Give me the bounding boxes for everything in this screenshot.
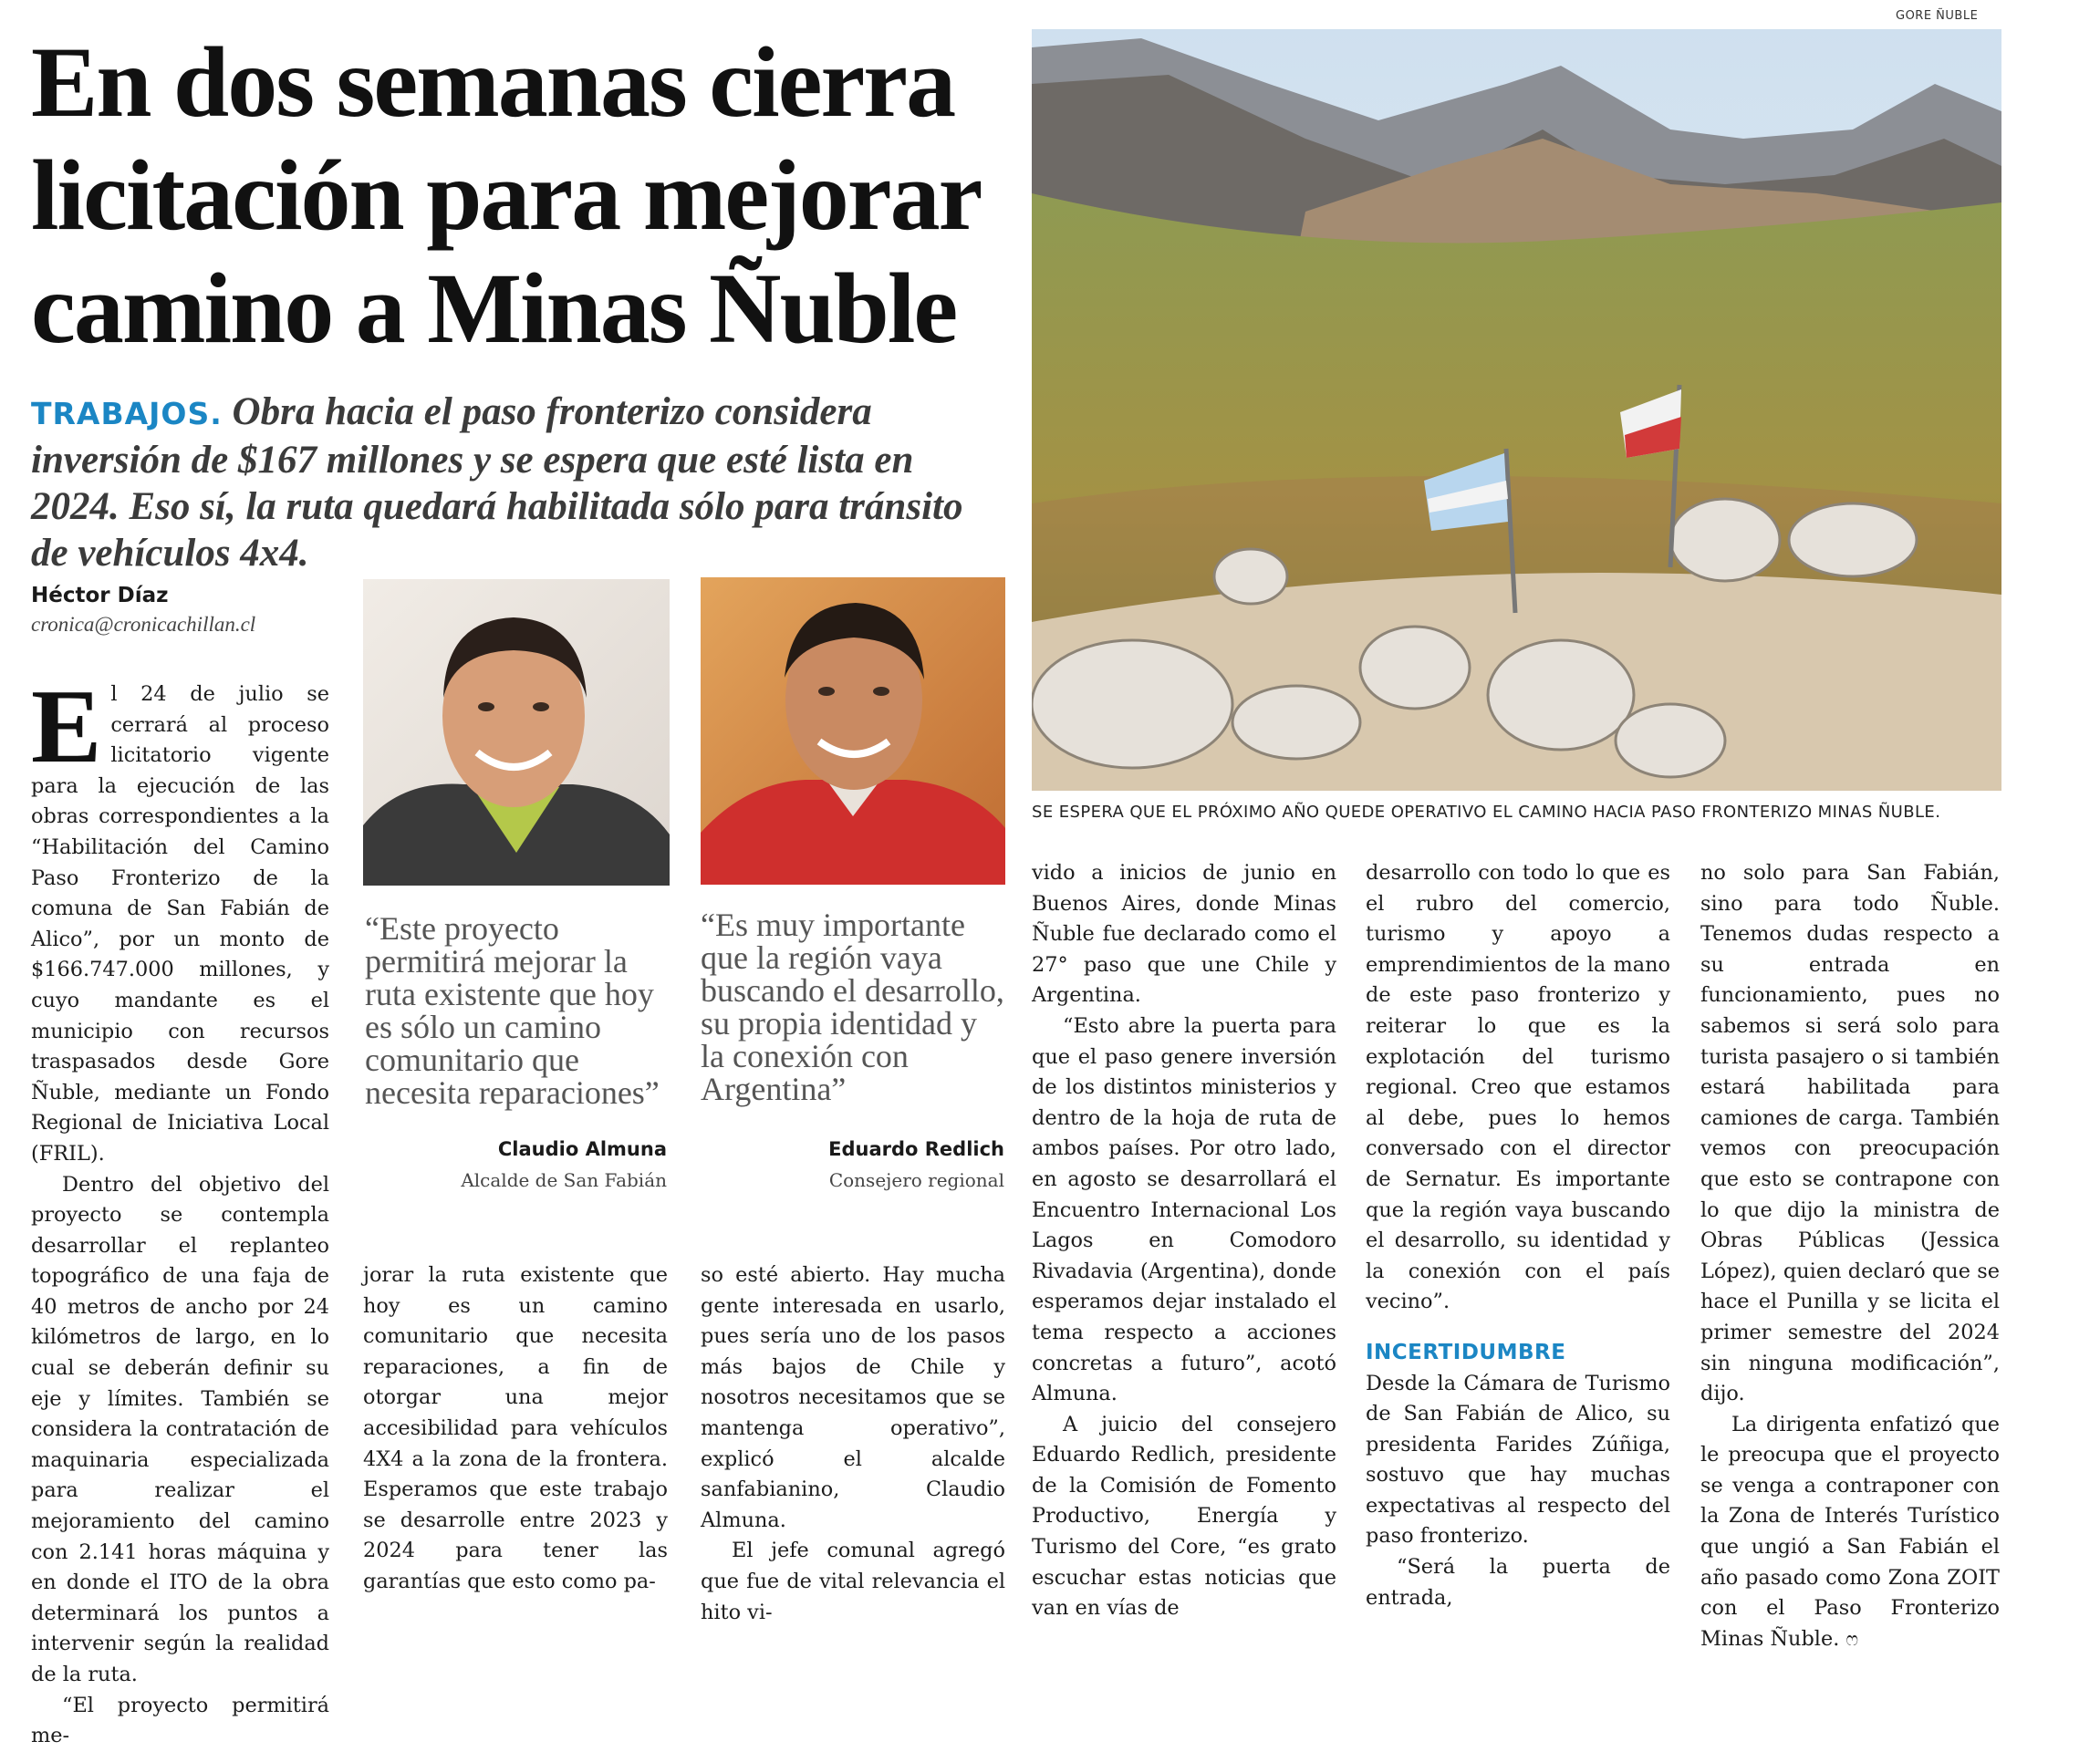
column-6-paragraph-2: La dirigenta enfatizó que le preocupa que el proyecto se venga a contraponer con la Zona de Interés Turístico que ungió a San Fabián el año pasado como Zona ZOIT con el Paso Fronterizo Minas Ñuble. (1700, 1412, 2000, 1651)
column-5-paragraph-1: desarrollo con todo lo que es el rubro del comercio, turismo y apoyo a emprendimientos de la mano de este paso fronterizo y reiterar lo que es la explotación del turismo regional. Creo que estamos al debe, pues lo hemos conversado con el director de Sernatur. Es importante que la región vaya buscando el desarrollo, su identidad y la conexión con el país vecino”. (1366, 861, 1670, 1314)
column-5 (1366, 858, 1670, 1613)
portrait-eduardo-redlich (701, 577, 1005, 885)
portrait-claudio-almuna (363, 579, 670, 886)
column-4-paragraph-3: A juicio del consejero Eduardo Redlich, presidente de la Comisión de Fomento Productivo, Energía y Turismo del Core, “es grato escuchar estas noticias que van en vías de (1032, 1412, 1336, 1621)
lead-text: Obra hacia el paso fronterizo considera inversión de $167 millones y se espera que esté lista en 2024. Eso sí, la ruta quedará habilitada sólo para tránsito de vehículos 4x4. (31, 390, 963, 575)
headline: En dos semanas cierra licitación para mejorar camino a Minas Ñuble (31, 26, 980, 364)
column-2 (363, 1260, 668, 1598)
column-5-paragraph-2: Desde la Cámara de Turismo de San Fabián de Alico, su presidenta Farides Zúñiga, sostuvo que hay muchas expectativas al respecto del paso fronterizo. (1366, 1371, 1670, 1549)
column-6 (1700, 858, 2000, 1654)
author-email: cronica@cronicachillan.cl (31, 613, 256, 636)
column-1-paragraph-1: l 24 de julio se cerrará al proceso licitatorio vigente para la ejecución de las obras correspondientes a la “Habilitación del Camino Paso Fronterizo de la comuna de San Fabián de Alico”, por un monto de $166.747.000 millones, y cuyo mandante es el municipio con recursos traspasados desde Gore Ñuble, mediante un Fondo Regional de Iniciativa Local (FRIL). (31, 682, 329, 1166)
end-mark-icon: ෆ (1845, 1627, 1859, 1650)
photo-caption: SE ESPERA QUE EL PRÓXIMO AÑO QUEDE OPERATIVO EL CAMINO HACIA PASO FRONTERIZO MINAS ÑUBLE. (1032, 803, 1941, 822)
column-4-paragraph-2: “Esto abre la puerta para que el paso genere inversión de los distintos ministerios y dentro de la hoja de ruta de ambos países. Por otro lado, en agosto se desarrollará el Encuentro Internacional Los Lagos en Comodoro Rivadavia (Argentina), donde esperamos dejar instalado el tema respecto a acciones concretas a futuro”, acotó Almuna. (1032, 1013, 1336, 1406)
lead-kicker: TRABAJOS. (31, 396, 223, 431)
column-3 (701, 1260, 1005, 1628)
quote-almuna: “Este proyecto permitirá mejorar la ruta existente que hoy es sólo un camino comunitario que necesita reparaciones” (365, 910, 660, 1111)
column-4-paragraph-1: vido a inicios de junio en Buenos Aires, donde Minas Ñuble fue declarado como el 27° paso que une Chile y Argentina. (1032, 861, 1336, 1008)
column-4 (1032, 858, 1336, 1624)
column-2-paragraph: jorar la ruta existente que hoy es un camino comunitario que necesita reparaciones, a fin de otorgar una mejor accesibilidad para vehículos 4X4 a la zona de la frontera. Esperamos que este trabajo se desarrolle entre 2023 y 2024 para tener las garantías que esto como pa- (363, 1263, 668, 1593)
column-5-paragraph-3: “Será la puerta de entrada, (1366, 1555, 1670, 1610)
quote-almuna-role: Alcalde de San Fabián (461, 1169, 667, 1191)
dropcap: E (31, 669, 102, 785)
quote-almuna-name: Claudio Almuna (497, 1138, 667, 1160)
column-3-paragraph-2: El jefe comunal agregó que fue de vital relevancia el hito vi- (701, 1539, 1005, 1624)
column-3-paragraph-1: so esté abierto. Hay mucha gente interesada en usarlo, pues sería uno de los pasos más bajos de Chile y nosotros necesitamos que se mantenga operativo”, explicó el alcalde sanfabianino, Claudio Almuna. (701, 1263, 1005, 1532)
photo-credit: GORE ÑUBLE (1896, 9, 1979, 23)
subheading-incertidumbre: INCERTIDUMBRE (1366, 1340, 1566, 1364)
quote-redlich-name: Eduardo Redlich (828, 1138, 1004, 1160)
quote-redlich-role: Consejero regional (828, 1169, 1004, 1191)
column-1-paragraph-3: “El proyecto permitirá me- (31, 1693, 329, 1748)
quote-redlich: “Es muy importante que la región vaya buscando el desarrollo, su propia identidad y la conexión con Argentina” (701, 907, 1004, 1107)
column-1 (31, 669, 329, 1752)
column-6-paragraph-1: no solo para San Fabián, sino para todo Ñuble. Tenemos dudas respecto a su entrada en funcionamiento, pues no sabemos si será solo para turista pasajero o si también estará habilitada para camiones de carga. También vemos con preocupación que esto se contrapone con lo que dijo la ministra de Obras Públicas (Jessica López), quien declaró que se hace el Punilla y se licita el primer semestre del 2024 sin ninguna modificación”, dijo. (1700, 861, 2000, 1406)
main-photo (1032, 29, 2001, 791)
lead-paragraph (31, 389, 998, 576)
author-name: Héctor Díaz (31, 584, 169, 607)
column-1-paragraph-2: Dentro del objetivo del proyecto se contempla desarrollar el replanteo topográfico de una faja de 40 metros de ancho por 24 kilómetros de largo, en lo cual se deberán definir su eje y límites. También se considera la contratación de maquinaria especializada para realizar el mejoramiento del camino con 2.141 horas máquina y en donde el ITO de la obra determinará los puntos a intervenir según la realidad de la ruta. (31, 1172, 329, 1686)
byline (31, 584, 341, 637)
